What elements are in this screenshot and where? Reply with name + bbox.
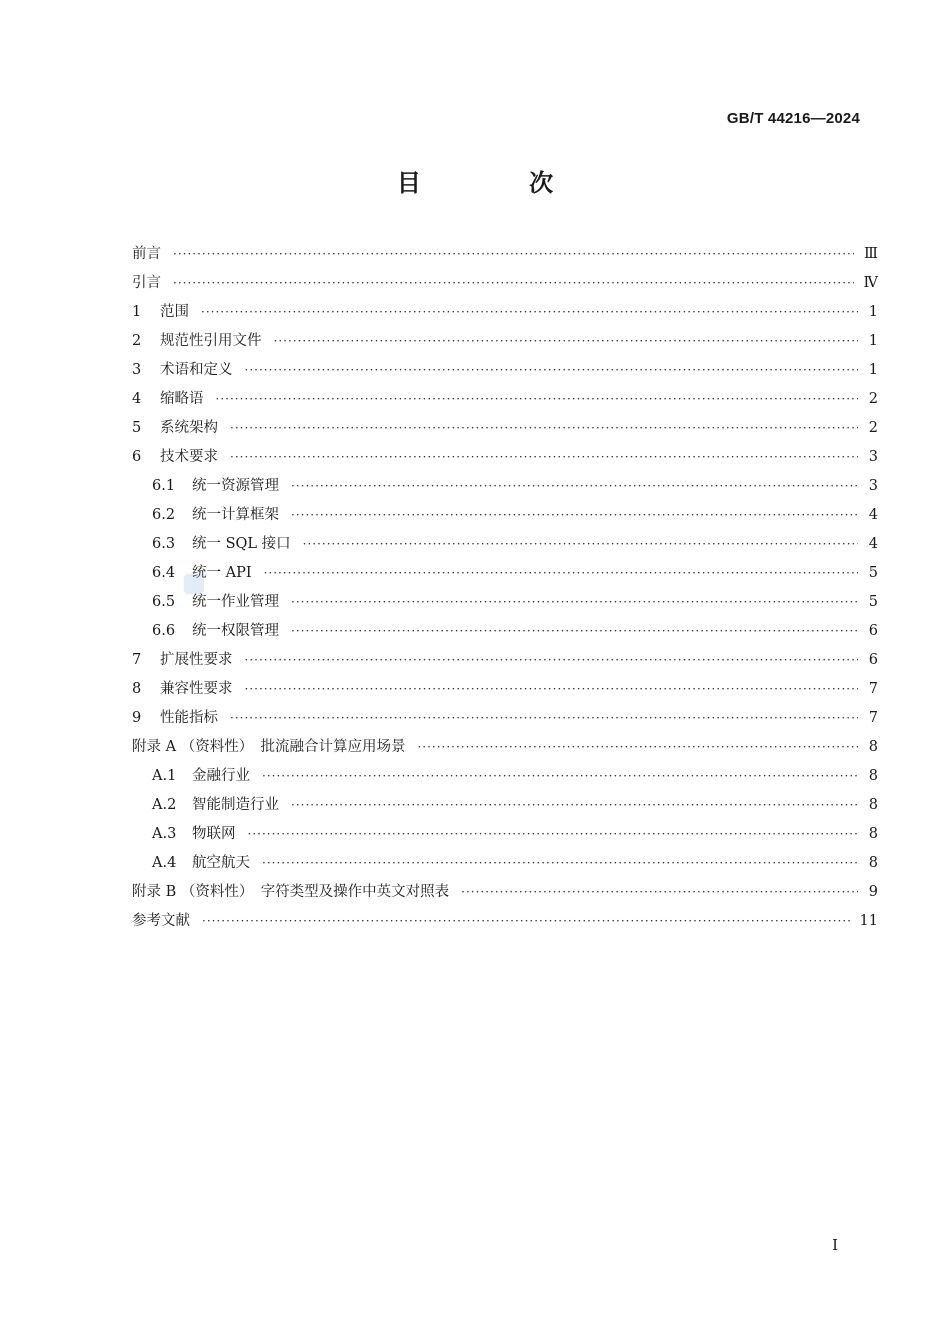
toc-entry-label: 统一 API [192, 565, 252, 581]
dot-leader [248, 820, 859, 849]
toc-entry-number: 6.4 [152, 565, 176, 581]
dot-leader [262, 762, 858, 791]
toc-entry-number: 6 [132, 449, 142, 465]
dot-leader [201, 298, 858, 327]
toc-entry-page: 5 [868, 565, 878, 581]
toc-subentry[interactable] [132, 762, 878, 791]
toc-entry-number: 1 [132, 304, 142, 320]
toc-entry-label: 扩展性要求 [160, 652, 233, 668]
toc-entry-page: 3 [868, 449, 878, 465]
toc-entry-page: 1 [868, 304, 878, 320]
dot-leader [264, 559, 858, 588]
toc-entry[interactable] [132, 385, 878, 414]
toc-entry-label: 系统架构 [160, 420, 218, 436]
toc-entry[interactable] [132, 878, 878, 907]
toc-entry-page: 6 [868, 652, 878, 668]
toc-entry-number: 6.2 [152, 507, 176, 523]
toc-subentry[interactable] [132, 501, 878, 530]
page-title: 目 次 [396, 169, 604, 197]
dot-leader [291, 501, 858, 530]
toc-entry-number: 3 [132, 362, 142, 378]
standard-number: GB/T 44216—2024 [726, 110, 860, 127]
dot-leader [245, 646, 859, 675]
toc-entry-label: 统一 SQL 接口 [192, 536, 291, 552]
toc-entry-label: 统一计算框架 [192, 507, 279, 523]
dot-leader [202, 907, 850, 936]
toc-entry-page: 8 [868, 797, 878, 813]
toc-entry[interactable] [132, 733, 878, 762]
toc-entry-number: A.4 [152, 855, 177, 871]
dot-leader [230, 414, 858, 443]
toc-entry[interactable] [132, 675, 878, 704]
toc-entry-label: 统一资源管理 [192, 478, 279, 494]
toc-entry-page: 8 [868, 739, 878, 755]
toc-subentry[interactable] [132, 588, 878, 617]
dot-leader [216, 385, 859, 414]
footer-page-number: Ⅰ [832, 1236, 838, 1254]
toc-entry-number: A.1 [152, 768, 177, 784]
toc-entry-page: 8 [868, 768, 878, 784]
toc-entry-number: 2 [132, 333, 142, 349]
toc-entry-label: 引言 [132, 275, 161, 291]
dot-leader [173, 269, 854, 298]
toc-entry-page: Ⅳ [863, 275, 878, 291]
toc-entry-page: 4 [868, 507, 878, 523]
toc-entry-page: 7 [868, 710, 878, 726]
toc-entry-page: 4 [868, 536, 878, 552]
toc-entry-number: 9 [132, 710, 142, 726]
dot-leader [230, 704, 858, 733]
toc-subentry[interactable] [132, 559, 878, 588]
toc-subentry[interactable] [132, 530, 878, 559]
dot-leader [245, 356, 859, 385]
toc-entry-number: 4 [132, 391, 142, 407]
dot-leader [173, 240, 854, 269]
toc-subentry[interactable] [132, 472, 878, 501]
dot-leader [245, 675, 859, 704]
toc-entry-label: 统一作业管理 [192, 594, 279, 610]
toc-entry-label: 金融行业 [192, 768, 250, 784]
toc-entry-page: 5 [868, 594, 878, 610]
toc-entry-label: 范围 [160, 304, 189, 320]
toc-subentry[interactable] [132, 849, 878, 878]
toc-entry-label: 航空航天 [192, 855, 250, 871]
toc-entry-page: 1 [868, 362, 878, 378]
dot-leader [461, 878, 858, 907]
dot-leader [262, 849, 858, 878]
toc-entry-label: 附录 B （资料性） 字符类型及操作中英文对照表 [132, 884, 450, 900]
toc-entry-number: 6.3 [152, 536, 176, 552]
toc-entry-label: 规范性引用文件 [160, 333, 262, 349]
toc-entry-label: 兼容性要求 [160, 681, 233, 697]
toc-entry-page: Ⅲ [864, 246, 878, 262]
toc-entry[interactable] [132, 240, 878, 269]
dot-leader [274, 327, 859, 356]
toc-entry-number: A.2 [152, 797, 177, 813]
toc-entry-label: 物联网 [192, 826, 236, 842]
toc-entry[interactable] [132, 443, 878, 472]
toc-entry[interactable] [132, 414, 878, 443]
dot-leader [291, 588, 858, 617]
toc-entry-label: 技术要求 [160, 449, 218, 465]
toc-entry-page: 8 [868, 855, 878, 871]
toc-entry-label: 术语和定义 [160, 362, 233, 378]
toc-entry-label: 参考文献 [132, 913, 190, 929]
watermark-mark [184, 574, 204, 594]
toc-entry-label: 前言 [132, 246, 161, 262]
toc-entry-number: 5 [132, 420, 142, 436]
toc-entry-page: 1 [868, 333, 878, 349]
toc-entry-label: 智能制造行业 [192, 797, 279, 813]
toc-entry-page: 3 [868, 478, 878, 494]
toc-entry[interactable] [132, 327, 878, 356]
dot-leader [303, 530, 858, 559]
toc-entry-number: 6.1 [152, 478, 176, 494]
dot-leader [291, 472, 858, 501]
toc-entry-number: 7 [132, 652, 142, 668]
toc-subentry[interactable] [132, 791, 878, 820]
toc-entry-label: 统一权限管理 [192, 623, 279, 639]
toc-entry[interactable] [132, 356, 878, 385]
toc-entry-page: 9 [868, 884, 878, 900]
toc-entry-label: 缩略语 [160, 391, 204, 407]
table-of-contents [132, 240, 878, 936]
toc-entry-page: 2 [868, 391, 878, 407]
toc-entry-number: 6.6 [152, 623, 176, 639]
dot-leader [291, 791, 858, 820]
toc-entry-page: 7 [868, 681, 878, 697]
toc-subentry[interactable] [132, 820, 878, 849]
toc-entry[interactable] [132, 907, 878, 936]
toc-entry[interactable] [132, 269, 878, 298]
toc-entry-page: 8 [868, 826, 878, 842]
toc-entry-page: 11 [859, 913, 878, 929]
toc-entry-label: 附录 A （资料性） 批流融合计算应用场景 [132, 739, 406, 755]
toc-entry-number: A.3 [152, 826, 177, 842]
toc-entry-label: 性能指标 [160, 710, 218, 726]
toc-entry[interactable] [132, 704, 878, 733]
toc-subentry[interactable] [132, 617, 878, 646]
dot-leader [417, 733, 858, 762]
toc-entry-page: 6 [868, 623, 878, 639]
toc-entry-number: 8 [132, 681, 142, 697]
toc-entry-page: 2 [868, 420, 878, 436]
toc-entry[interactable] [132, 646, 878, 675]
dot-leader [230, 443, 858, 472]
toc-entry[interactable] [132, 298, 878, 327]
toc-entry-number: 6.5 [152, 594, 176, 610]
dot-leader [291, 617, 858, 646]
